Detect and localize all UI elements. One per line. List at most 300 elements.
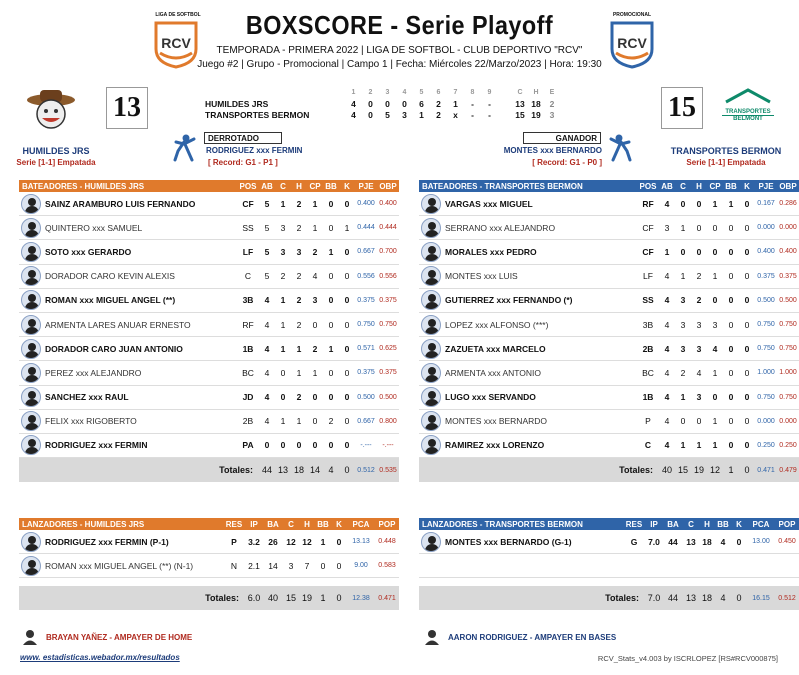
col-head: BB [725, 181, 737, 191]
panel-title: BATEADORES - HUMILDES JRS [22, 181, 145, 191]
stat-bb: 4 [720, 536, 726, 547]
col-head: POP [378, 519, 396, 529]
stat-c: 1 [680, 440, 686, 451]
total-k: 0 [344, 465, 350, 476]
panel-title: LANZADORES - HUMILDES JRS [22, 519, 145, 529]
stat-cp: 0 [312, 416, 318, 427]
stat-pje: 0.375 [757, 272, 775, 280]
inning-head: 3 [385, 89, 390, 96]
col-head: CP [309, 181, 321, 191]
stat-pos: BC [642, 367, 654, 378]
total-cp: 12 [709, 465, 720, 476]
player-name: MONTES xxx BERNARDO [445, 416, 548, 427]
total-pje: 0.512 [357, 466, 375, 474]
inning-score: 0 [368, 109, 373, 120]
total-pop: 0.471 [378, 594, 396, 602]
stat-bb: 2 [328, 416, 334, 427]
stat-ab: 4 [664, 198, 670, 209]
stat-c: 0 [280, 367, 286, 378]
stat-obp: 0.400 [779, 248, 797, 256]
inning-score: 2 [436, 109, 441, 120]
inning-head: 1 [351, 89, 356, 96]
stat-bb: 0 [728, 271, 734, 282]
stat-pje: 0.375 [357, 369, 375, 377]
stat-h: 2 [696, 271, 702, 282]
stat-c: 1 [680, 392, 686, 403]
total-h: 19 [301, 593, 312, 604]
total-h: 18 [293, 465, 304, 476]
col-head: OBP [779, 181, 797, 191]
stat-pje: 0.667 [357, 417, 375, 425]
away-pitching-panel [419, 518, 799, 610]
game-line: Juego #2 | Grupo - Promocional | Campo 1 | Fecha: Miércoles 22/Marzo/2023 | Hora: 19:30 [197, 59, 602, 70]
stat-c: 1 [280, 319, 286, 330]
player-avatar-icon [21, 266, 41, 286]
col-head: C [680, 181, 686, 191]
winner-label: GANADOR [523, 132, 601, 144]
stat-h: 2 [296, 271, 302, 282]
total-ba: 44 [667, 593, 678, 604]
stat-pje: 0.500 [357, 393, 375, 401]
stat-c: 3 [680, 343, 686, 354]
stat-bb: 0 [728, 295, 734, 306]
stat-bb: 0 [320, 560, 326, 571]
stat-pje: 0.750 [757, 345, 775, 353]
col-head: POS [239, 181, 257, 191]
inning-score: 4 [351, 109, 356, 120]
stat-bb: 1 [728, 198, 734, 209]
batter-row [19, 434, 399, 458]
stat-pos: 1B [642, 392, 654, 403]
stat-ab: 4 [264, 416, 270, 427]
stat-c: 3 [680, 295, 686, 306]
stat-k: 0 [744, 246, 750, 257]
stat-pje: 0.667 [357, 248, 375, 256]
total-bb: 4 [328, 465, 334, 476]
col-head: K [336, 519, 342, 529]
player-name: SAINZ ARAMBURO LUIS FERNANDO [45, 198, 196, 209]
stat-c: 3 [680, 319, 686, 330]
stat-ba: 26 [268, 536, 278, 547]
stat-k: 0 [344, 271, 350, 282]
stat-h: 12 [302, 536, 312, 547]
hits-total: 18 [531, 98, 541, 109]
player-name: SERRANO xxx ALEJANDRO [445, 222, 556, 233]
totals-row [19, 458, 399, 482]
linescore-header [205, 87, 560, 98]
linescore-row-home [205, 98, 560, 109]
stat-bb: 0 [728, 367, 734, 378]
stat-bb: 0 [328, 319, 334, 330]
stat-res: G [630, 536, 638, 547]
stat-bb: 1 [328, 246, 334, 257]
away-team-name: TRANSPORTES BERMON [670, 146, 782, 156]
away-serie: Serie [1-1] Empatada [686, 158, 766, 167]
stat-k: 1 [344, 222, 350, 233]
stat-cp: 2 [312, 246, 318, 257]
stat-k: 0 [344, 246, 350, 257]
player-avatar-icon [421, 194, 441, 214]
col-head: C [280, 181, 286, 191]
col-head: K [344, 181, 350, 191]
stat-pos: JD [242, 392, 254, 403]
inning-head: 7 [453, 89, 458, 96]
stat-ab: 5 [264, 271, 270, 282]
player-name: MONTES xxx BERNARDO (G-1) [445, 536, 572, 547]
stat-pca: 9.00 [354, 562, 368, 570]
hits-total: 19 [531, 109, 541, 120]
home-team-name: HUMILDES JRS [22, 146, 90, 156]
stat-pos: CF [642, 222, 654, 233]
stat-pos: BC [242, 367, 254, 378]
stat-k: 0 [344, 392, 350, 403]
stat-pje: 0.571 [357, 345, 375, 353]
inning-score: 2 [436, 98, 441, 109]
stat-ab: 4 [664, 295, 670, 306]
stat-ab: 5 [264, 198, 270, 209]
stat-k: 0 [344, 416, 350, 427]
stat-obp: 0.000 [779, 417, 797, 425]
season-line: TEMPORADA - PRIMERA 2022 | LIGA DE SOFTBOL - CLUB DEPORTIVO "RCV" [216, 45, 583, 56]
stat-bb: 0 [728, 416, 734, 427]
player-name: VARGAS xxx MIGUEL [445, 198, 533, 209]
winner-name: MONTES xxx BERNARDO [503, 146, 602, 155]
total-cp: 14 [309, 465, 320, 476]
stat-pos: RF [242, 319, 254, 330]
stat-k: 0 [744, 367, 750, 378]
player-avatar-icon [421, 363, 441, 383]
stat-h: 2 [296, 222, 302, 233]
batter-row [19, 240, 399, 264]
col-head: BA [267, 519, 279, 529]
stat-bb: 0 [328, 367, 334, 378]
player-name: RODRIGUEZ xxx FERMIN [45, 440, 148, 451]
batter-row [419, 192, 799, 216]
batter-row [19, 289, 399, 313]
batter-row [19, 410, 399, 434]
player-avatar-icon [21, 315, 41, 335]
inning-score: 0 [385, 98, 390, 109]
stat-h: 3 [696, 392, 702, 403]
stat-k: 0 [344, 367, 350, 378]
player-name: ROMAN xxx MIGUEL ANGEL (**) (N-1) [45, 560, 194, 571]
stat-pje: 0.375 [357, 296, 375, 304]
stat-obp: 0.286 [779, 200, 797, 208]
stat-h: 0 [696, 416, 702, 427]
player-name: PEREZ xxx ALEJANDRO [45, 367, 142, 378]
player-name: RODRIGUEZ xxx FERMIN (P-1) [45, 536, 169, 547]
stat-ab: 4 [264, 295, 270, 306]
batter-row [19, 313, 399, 337]
stat-h: 0 [696, 198, 702, 209]
stat-pos: CF [242, 198, 254, 209]
totals-label: Totales: [205, 593, 239, 604]
player-name: LOPEZ xxx ALFONSO (***) [445, 319, 549, 330]
inning-score: 5 [385, 109, 390, 120]
stat-k: 0 [744, 416, 750, 427]
stat-ba: 44 [668, 536, 678, 547]
stat-k: 0 [344, 343, 350, 354]
logo-text: RCV [617, 35, 647, 51]
total-ip: 7.0 [647, 593, 661, 604]
stat-c: 1 [280, 198, 286, 209]
stat-pos: C [244, 271, 252, 282]
stat-bb: 1 [328, 343, 334, 354]
col-head: BB [317, 519, 329, 529]
player-avatar-icon [421, 435, 441, 455]
stat-obp: 1.000 [779, 369, 797, 377]
totals-label: Totales: [219, 465, 253, 476]
stat-ip: 7.0 [648, 536, 660, 547]
stat-ip: 2.1 [248, 560, 260, 571]
logo-text: RCV [161, 35, 191, 51]
total-obp: 0.535 [379, 466, 397, 474]
stat-pje: 0.400 [757, 248, 775, 256]
pitcher-row [419, 530, 799, 554]
batter-row [419, 240, 799, 264]
stat-ab: 5 [264, 246, 270, 257]
stat-bb: 0 [728, 343, 734, 354]
stat-pos: PA [242, 440, 254, 451]
home-batting-panel [19, 180, 399, 482]
col-head: PJE [758, 181, 774, 191]
inning-score: 1 [453, 98, 458, 109]
stat-pos: P [645, 416, 651, 427]
batter-row [19, 337, 399, 361]
runs-total: 15 [515, 109, 525, 120]
col-head: CP [709, 181, 721, 191]
stat-obp: 0.750 [779, 393, 797, 401]
stat-h: 4 [696, 367, 702, 378]
col-head: IP [650, 519, 658, 529]
col-head: PCA [752, 519, 770, 529]
total-c: 15 [677, 465, 688, 476]
total-bb: 1 [320, 593, 326, 604]
inning-head: 4 [402, 89, 407, 96]
stat-cp: 1 [712, 198, 718, 209]
col-head: PCA [352, 519, 370, 529]
batter-row [419, 361, 799, 385]
total-pca: 12.38 [352, 594, 370, 602]
stat-ab: 4 [664, 367, 670, 378]
stat-h: 1 [296, 416, 302, 427]
player-avatar-icon [421, 339, 441, 359]
stat-pje: 0.167 [757, 200, 775, 208]
stat-cp: 1 [312, 222, 318, 233]
total-pje: 0.471 [757, 466, 775, 474]
stat-cp: 1 [712, 367, 718, 378]
batter-row [419, 410, 799, 434]
inning-head: 5 [419, 89, 424, 96]
stat-pje: 1.000 [757, 369, 775, 377]
transportes-logo [722, 88, 774, 128]
stat-pos: SS [242, 222, 254, 233]
batter-row [419, 265, 799, 289]
player-name: ZAZUETA xxx MARCELO [445, 343, 546, 354]
away-batting-panel [419, 180, 799, 482]
inning-score: 0 [368, 98, 373, 109]
stat-c: 1 [280, 343, 286, 354]
batter-row [419, 337, 799, 361]
total-c: 13 [685, 593, 696, 604]
stat-ab: 4 [664, 319, 670, 330]
left-logo-caption: LIGA DE SOFTBOL [155, 12, 201, 18]
results-link[interactable]: www. estadisticas.webador.mx/resultados [20, 653, 180, 662]
batter-row [419, 434, 799, 458]
stat-ab: 4 [664, 271, 670, 282]
stat-pos: LF [242, 246, 254, 257]
stat-h: 2 [696, 295, 702, 306]
player-avatar-icon [21, 218, 41, 238]
stat-pos: LF [643, 271, 653, 282]
col-head: PJE [358, 181, 374, 191]
stat-pje: 0.250 [757, 441, 775, 449]
stat-pca: 13.00 [752, 538, 770, 546]
stat-k: 0 [336, 560, 342, 571]
col-head: BA [667, 519, 679, 529]
stat-k: 0 [744, 440, 750, 451]
total-ab: 44 [261, 465, 272, 476]
total-bb: 4 [720, 593, 726, 604]
total-h: 19 [693, 465, 704, 476]
stat-pje: 0.444 [357, 224, 375, 232]
stat-obp: -.--- [382, 441, 394, 449]
inning-head: 9 [487, 89, 492, 96]
stat-ab: 4 [664, 416, 670, 427]
linescore-team: HUMILDES JRS [205, 98, 269, 109]
stat-h: 2 [296, 319, 302, 330]
stat-bb: 0 [328, 440, 334, 451]
umpire-icon [22, 629, 38, 645]
inning-head: 6 [436, 89, 441, 96]
player-name: MONTES xxx LUIS [445, 271, 518, 282]
stat-c: 2 [680, 367, 686, 378]
total-ip: 6.0 [247, 593, 261, 604]
player-avatar-icon [21, 387, 41, 407]
col-head: RES [225, 519, 243, 529]
stat-bb: 0 [328, 198, 334, 209]
stat-pos: CF [642, 246, 654, 257]
stat-ab: 4 [264, 343, 270, 354]
pitcher-silhouette-icon [172, 133, 196, 163]
stat-obp: 0.500 [779, 296, 797, 304]
col-head: AB [261, 181, 273, 191]
stat-c: 0 [280, 440, 286, 451]
inning-score: 3 [402, 109, 407, 120]
pitcher-silhouette-icon [609, 133, 633, 163]
stat-obp: 0.375 [379, 296, 397, 304]
inning-score: 4 [351, 98, 356, 109]
stat-obp: 0.556 [379, 272, 397, 280]
stat-k: 0 [344, 295, 350, 306]
player-avatar-icon [21, 194, 41, 214]
stat-h: 0 [696, 246, 702, 257]
stat-bb: 0 [728, 392, 734, 403]
home-pitching-panel [19, 518, 399, 610]
stat-ab: 4 [664, 392, 670, 403]
logo-text-1: TRANSPORTES [725, 109, 771, 115]
stat-cp: 3 [712, 319, 718, 330]
stat-bb: 0 [728, 319, 734, 330]
stat-bb: 0 [328, 295, 334, 306]
stat-k: 0 [744, 343, 750, 354]
stat-cp: 4 [312, 271, 318, 282]
stat-pos: 1B [242, 343, 254, 354]
stat-c: 3 [280, 222, 286, 233]
totals-label: Totales: [619, 465, 653, 476]
stat-pos: SS [642, 295, 654, 306]
stat-cp: 0 [712, 392, 718, 403]
total-bb: 1 [728, 465, 734, 476]
player-name: DORADOR CARO KEVIN ALEXIS [45, 271, 175, 282]
stat-obp: 0.500 [379, 393, 397, 401]
stat-c: 2 [280, 271, 286, 282]
stat-pje: -.--- [360, 441, 372, 449]
inning-score: - [488, 98, 491, 109]
loser-record: [ Record: G1 - P1 ] [208, 158, 278, 167]
stat-obp: 0.375 [779, 272, 797, 280]
player-avatar-icon [21, 363, 41, 383]
player-name: RAMIREZ xxx LORENZO [445, 440, 545, 451]
totals-row [19, 586, 399, 610]
inning-score: 0 [402, 98, 407, 109]
player-name: QUINTERO xxx SAMUEL [45, 222, 143, 233]
col-head: POP [778, 519, 796, 529]
stat-h: 2 [296, 295, 302, 306]
stat-pje: 0.500 [757, 296, 775, 304]
player-avatar-icon [421, 242, 441, 262]
stat-obp: 0.250 [779, 441, 797, 449]
total-k: 0 [336, 593, 342, 604]
stat-pos: RF [642, 198, 654, 209]
player-name: DORADOR CARO JUAN ANTONIO [45, 343, 183, 354]
road-icon [722, 88, 774, 104]
stat-pop: 0.448 [378, 538, 396, 546]
total-h: 18 [701, 593, 712, 604]
inning-score: x [453, 109, 458, 120]
page-title: BOXSCORE - Serie Playoff [245, 10, 554, 40]
loser-name: RODRIGUEZ xxx FERMIN [206, 146, 303, 155]
loser-label: DERROTADO [204, 132, 282, 144]
stat-cp: 3 [312, 295, 318, 306]
col-head: RES [625, 519, 643, 529]
stat-cp: 1 [312, 367, 318, 378]
stat-pje: 0.000 [757, 224, 775, 232]
batter-row [419, 289, 799, 313]
batter-row [19, 192, 399, 216]
stat-obp: 0.800 [379, 417, 397, 425]
stat-k: 0 [344, 440, 350, 451]
total-k: 0 [744, 465, 750, 476]
player-avatar-icon [421, 266, 441, 286]
stat-k: 0 [736, 536, 742, 547]
player-avatar-icon [421, 532, 441, 552]
stat-h: 2 [296, 198, 302, 209]
runs-total: 13 [515, 98, 525, 109]
away-score: 15 [661, 87, 703, 129]
stat-pje: 0.750 [757, 321, 775, 329]
stat-k: 0 [744, 295, 750, 306]
stat-c: 1 [280, 416, 286, 427]
stat-pje: 0.750 [357, 321, 375, 329]
stat-ab: 4 [264, 392, 270, 403]
stat-obp: 0.625 [379, 345, 397, 353]
total-pca: 16.15 [752, 594, 770, 602]
player-avatar-icon [21, 290, 41, 310]
stat-bb: 0 [328, 271, 334, 282]
stat-ab: 0 [264, 440, 270, 451]
home-serie: Serie [1-1] Empatada [16, 158, 96, 167]
